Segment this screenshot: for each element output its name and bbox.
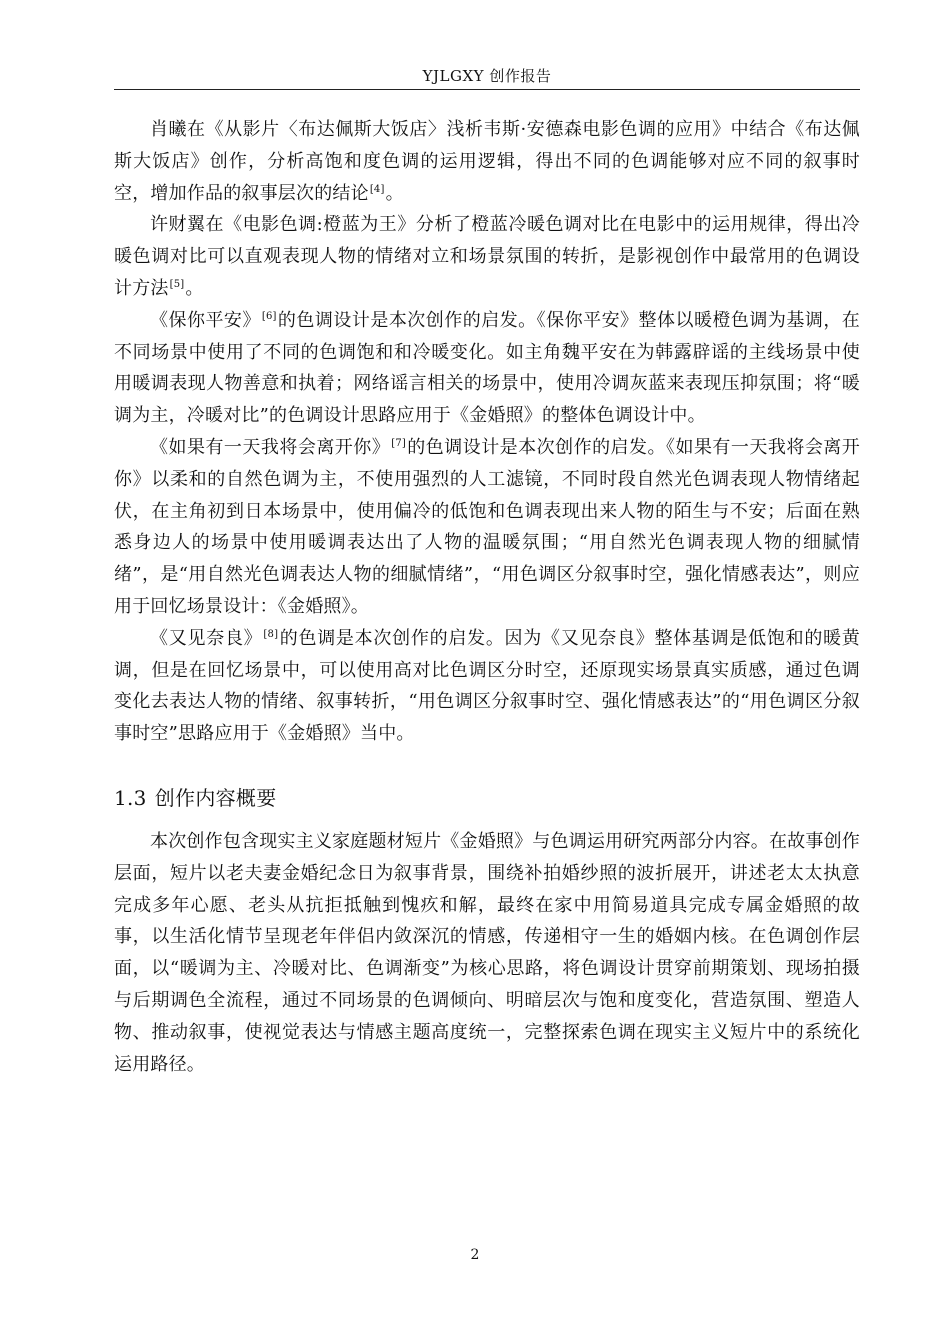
citation-ref: [7]: [391, 437, 406, 449]
paragraph-text: 《又见奈良》: [150, 627, 263, 649]
paragraph-text: 《保你平安》: [150, 309, 261, 331]
section-heading: [114, 784, 860, 812]
paragraph-xiao-xi: [114, 114, 860, 209]
paragraph-text: 。: [185, 277, 204, 299]
citation-ref: [5]: [169, 278, 185, 290]
running-header: YJLGXY 创作报告: [422, 67, 552, 85]
paragraph-text: 的色调设计是本次创作的启发。《如果有一天我将会离开你》以柔和的自然色调为主，不使用强烈的人工滤镜，不同时段自然光色调表现人物情绪起伏，在主角初到日本场景中，使用偏冷的低饱和色调表现出来人物的陌生与不安；后面在熟悉身边人的场景中使用暖调表达出了人物的温暖氛围；“用自然光色调表现人物的细腻情绪”，是“用自然光色调表达人物的细腻情绪”，“用色调区分叙事时空，强化情感表达”，则应用于回忆场景设计：《金婚照》。: [114, 436, 860, 617]
paragraph-text: 的色调设计是本次创作的启发。《保你平安》整体以暖橙色调为基调，在不同场景中使用了不同的色调饱和和冷暖变化。如主角魏平安在为韩露辟谣的主线场景中使用暖调表现人物善意和执着；网络谣言相关的场景中，使用冷调灰蓝来表现压抑氛围；将“暖调为主，冷暖对比”的色调设计思路应用于《金婚照》的整体色调设计中。: [114, 309, 861, 427]
header-rule: [114, 89, 860, 90]
citation-ref: [8]: [263, 628, 279, 640]
paragraph-section-summary: 本次创作包含现实主义家庭题材短片《金婚照》与色调运用研究两部分内容。在故事创作层面，短片以老夫妻金婚纪念日为叙事背景，围绕补拍婚纱照的波折展开，讲述老太太执意完成多年心愿、老头从抗拒抵触到愧疚和解，最终在家中用简易道具完成专属金婚照的故事，以生活化情节呈现老年伴侣内敛深沉的情感，传递相守一生的婚姻内核。在色调创作层面，以“暖调为主、冷暖对比、色调渐变”为核心思路，将色调设计贯穿前期策划、现场拍摄与后期调色全流程，通过不同场景的色调倾向、明暗层次与饱和度变化，营造氛围、塑造人物、推动叙事，使视觉表达与情感主题高度统一，完整探索色调在现实主义短片中的系统化运用路径。: [114, 830, 860, 1075]
citation-ref: [4]: [369, 183, 385, 195]
section-title: 创作内容概要: [154, 785, 277, 810]
paragraph-text: 。: [385, 182, 404, 204]
paragraph-text: 许财翼在《电影色调:橙蓝为王》分析了橙蓝冷暖色调对比在电影中的运用规律，得出冷暖色调对比可以直观表现人物的情绪对立和场景氛围的转折，是影视创作中最常用的色调设计方法: [114, 214, 860, 299]
citation-ref: [6]: [261, 310, 277, 322]
body-text: [114, 114, 860, 1080]
paragraph-text: 《如果有一天我将会离开你》: [150, 436, 391, 458]
paragraph-text: 的色调是本次创作的启发。因为《又见奈良》整体基调是低饱和的暖黄调，但是在回忆场景中，可以使用高对比色调区分时空，还原现实场景真实质感，通过色调变化去表达人物的情绪、叙事转折，“用色调区分叙事时空、强化情感表达”的“用色调区分叙事时空”思路应用于《金婚照》当中。: [114, 627, 860, 745]
paragraph-ruguo-you-yitian: [114, 432, 860, 623]
paragraph-you-jian-naliang: [114, 623, 860, 750]
section-number: 1.3: [114, 785, 147, 810]
page-number: 2: [470, 1247, 480, 1263]
paragraph-xu-caiyi: [114, 209, 860, 304]
paragraph-text: 肖曦在《从影片〈布达佩斯大饭店〉浅析韦斯·安德森电影色调的应用》中结合《布达佩斯大饭店》创作，分析高饱和度色调的运用逻辑，得出不同的色调能够对应不同的叙事时空，增加作品的叙事层次的结论: [114, 119, 860, 204]
paragraph-bao-ni-ping-an: [114, 305, 860, 432]
